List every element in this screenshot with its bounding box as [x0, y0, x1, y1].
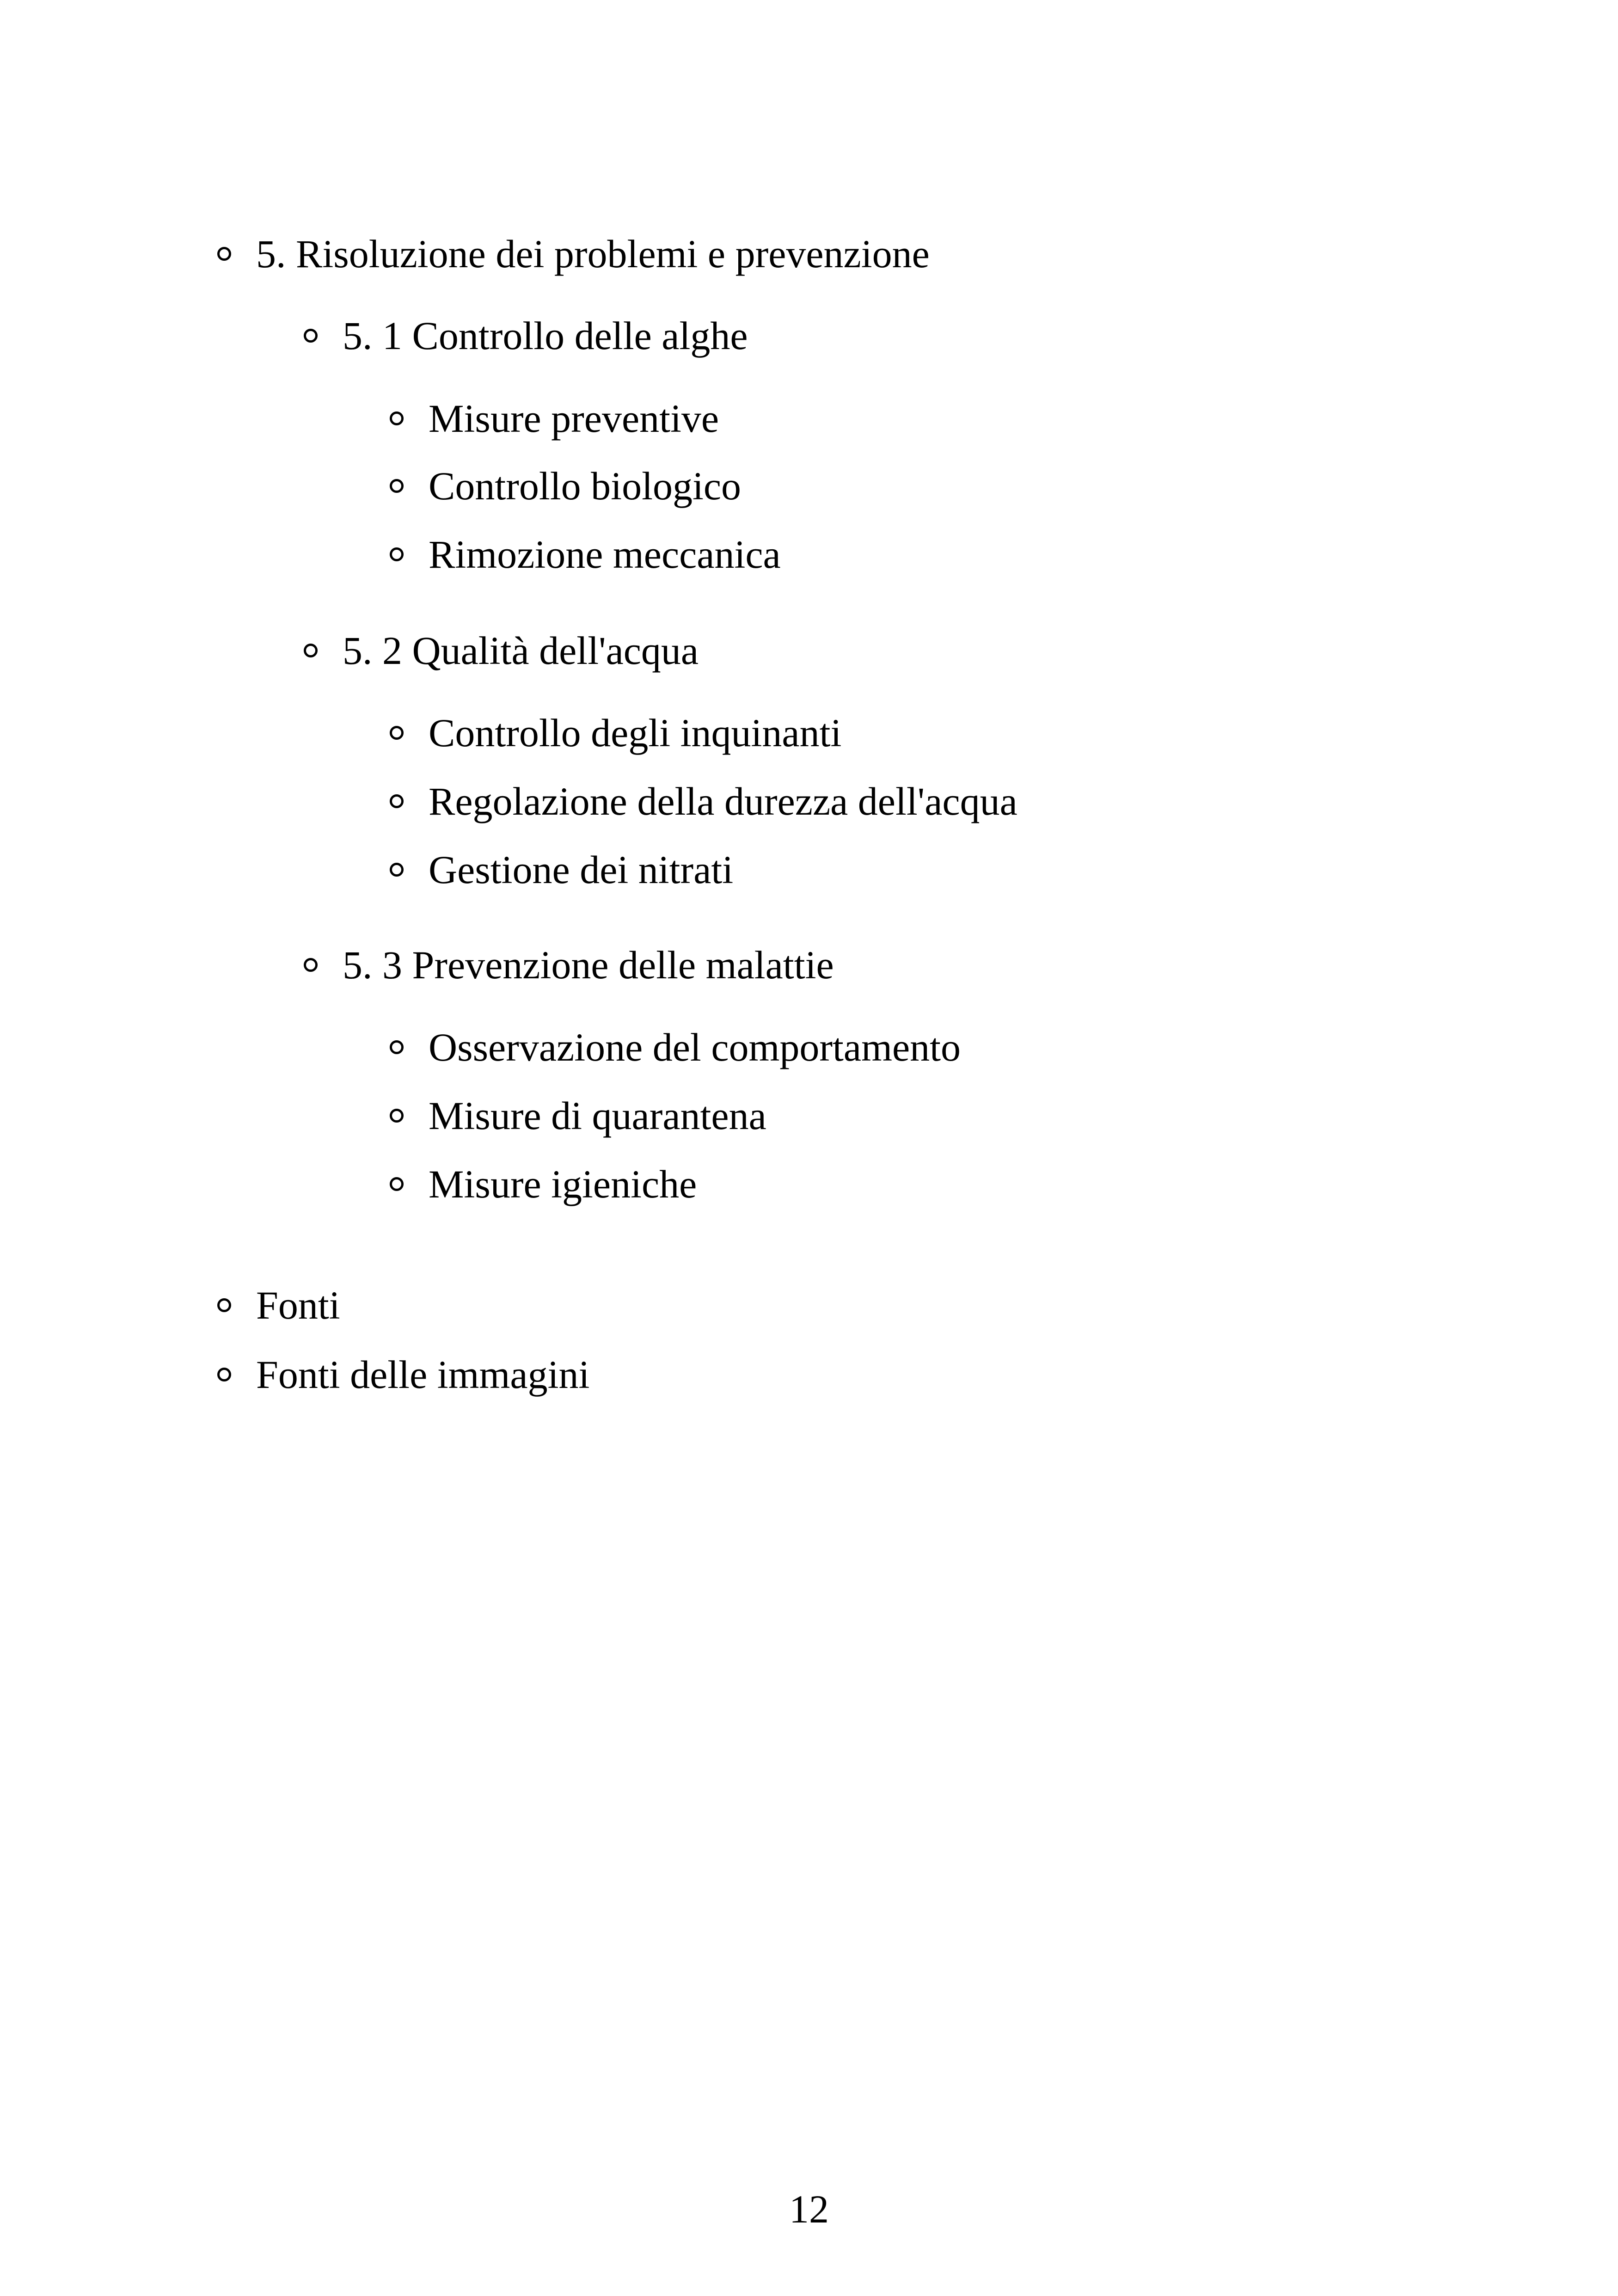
circle-bullet-icon [304, 958, 318, 972]
toc-entry-controllo-biologico [390, 466, 741, 506]
toc-entry-text: 5. Risoluzione dei problemi e prevenzione [256, 232, 930, 276]
toc-entry-section-5-2 [304, 628, 699, 673]
toc-entry-misure-preventive [390, 396, 719, 441]
circle-bullet-icon [217, 1298, 231, 1312]
circle-bullet-icon [390, 411, 404, 425]
toc-entry-section-5-3 [304, 945, 834, 985]
toc-entry-text: Fonti delle immagini [256, 1352, 590, 1397]
toc-entry-text: Fonti [256, 1283, 340, 1327]
toc-entry-text: Misure igieniche [429, 1162, 697, 1206]
toc-entry-misure-quarantena [390, 1093, 766, 1138]
toc-entry-text: Controllo degli inquinanti [429, 711, 842, 755]
circle-bullet-icon [390, 794, 404, 808]
circle-bullet-icon [217, 1368, 231, 1381]
circle-bullet-icon [304, 644, 318, 657]
circle-bullet-icon [217, 247, 231, 261]
toc-entry-fonti [217, 1285, 340, 1325]
toc-entry-rimozione-meccanica [390, 532, 781, 577]
toc-entry-regolazione-durezza [390, 781, 1017, 821]
circle-bullet-icon [390, 1177, 404, 1191]
toc-entry-text: Rimozione meccanica [429, 532, 781, 577]
toc-entry-text: Misure preventive [429, 396, 719, 441]
toc-entry-misure-igieniche [390, 1164, 697, 1204]
toc-entry-fonti-immagini [217, 1352, 590, 1397]
toc-entry-section-5-1 [304, 313, 748, 358]
toc-entry-section-5 [217, 234, 930, 274]
toc-entry-controllo-inquinanti [390, 713, 841, 753]
toc-entry-text: Osservazione del comportamento [429, 1025, 961, 1069]
page-number: 12 [789, 2187, 829, 2231]
circle-bullet-icon [390, 726, 404, 740]
circle-bullet-icon [390, 863, 404, 877]
circle-bullet-icon [390, 479, 404, 493]
toc-entry-text: 5. 2 Qualità dell'acqua [343, 628, 699, 673]
circle-bullet-icon [390, 1109, 404, 1123]
toc-entry-text: Misure di quarantena [429, 1093, 766, 1138]
toc-entry-text: Gestione dei nitrati [429, 847, 734, 892]
toc-entry-text: 5. 1 Controllo delle alghe [343, 313, 748, 358]
circle-bullet-icon [390, 1040, 404, 1054]
circle-bullet-icon [304, 329, 318, 343]
toc-entry-text: Regolazione della durezza dell'acqua [429, 779, 1017, 823]
circle-bullet-icon [390, 547, 404, 561]
toc-entry-text: 5. 3 Prevenzione delle malattie [343, 943, 834, 987]
toc-entry-gestione-nitrati [390, 847, 734, 892]
toc-entry-osservazione-comportamento [390, 1027, 961, 1067]
toc-entry-text: Controllo biologico [429, 464, 742, 508]
